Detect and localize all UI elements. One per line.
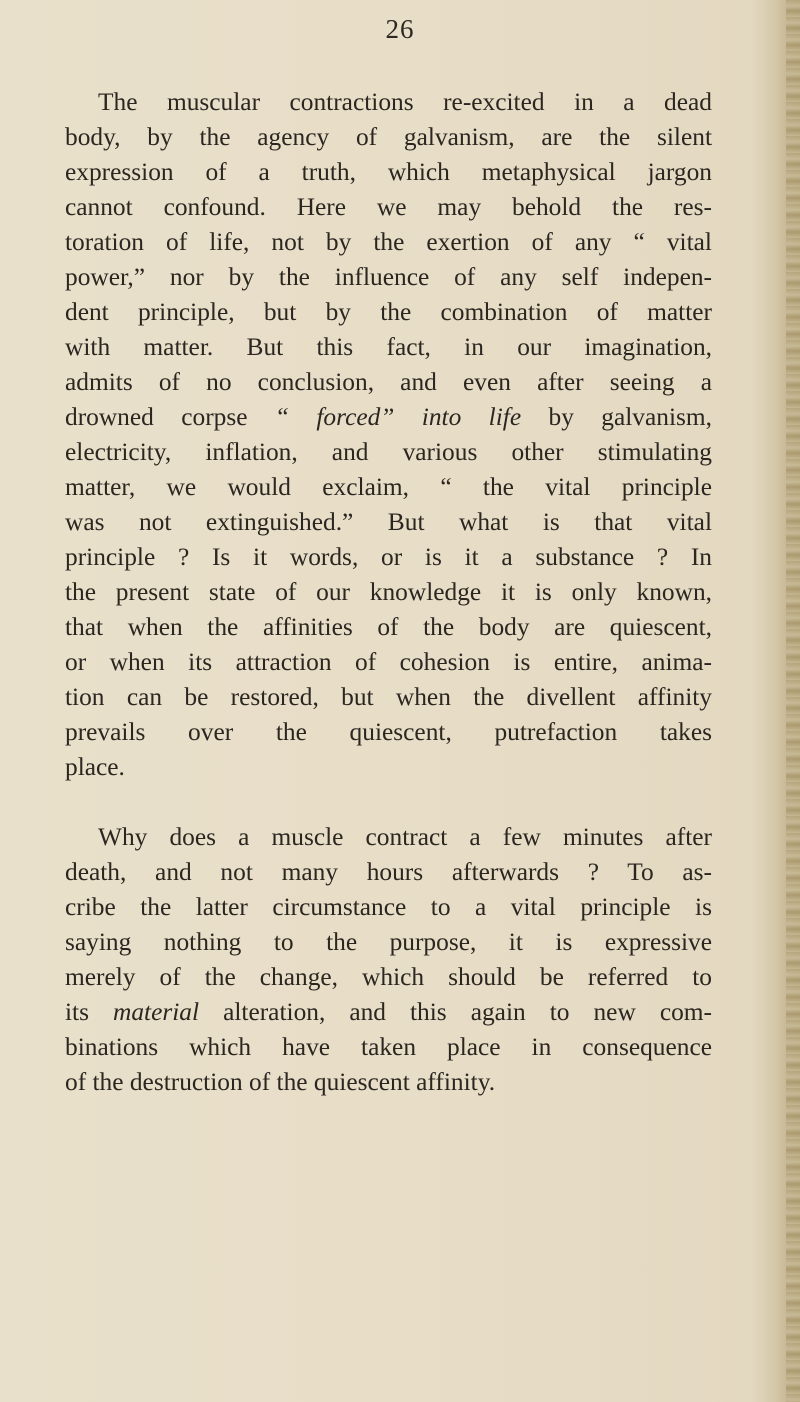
- text-line: that when the affinities of the body are quiescent,: [65, 613, 712, 641]
- page-edge-shadow: [786, 0, 800, 1402]
- page-number: 26: [385, 14, 415, 44]
- text-line: binations which have taken place in consequence: [65, 1033, 712, 1061]
- text-line: Why does a muscle contract a few minutes after: [98, 823, 712, 851]
- text-line: of the destruction of the quiescent affinity.: [65, 1068, 496, 1096]
- text-line: death, and not many hours afterwards ? To as-: [65, 858, 712, 886]
- paragraph-2: [65, 820, 712, 1100]
- text-line: toration of life, not by the exertion of any “ vital: [65, 228, 712, 256]
- body-text: [65, 85, 712, 1100]
- text-line: cribe the latter circumstance to a vital principle is: [65, 893, 712, 921]
- paragraph-1: [65, 85, 712, 785]
- text-line: expression of a truth, which metaphysical jargon: [65, 158, 712, 186]
- italic-word: material: [113, 998, 200, 1026]
- text-line: prevails over the quiescent, putrefaction takes: [65, 718, 712, 746]
- text-line: place.: [65, 753, 125, 781]
- text-line: admits of no conclusion, and even after seeing a: [65, 368, 712, 396]
- italic-phrase: “ forced” into life: [274, 403, 522, 431]
- text-line: the present state of our knowledge it is only known,: [65, 578, 712, 606]
- text-line: or when its attraction of cohesion is entire, anima-: [65, 648, 712, 676]
- text-segment: its: [65, 998, 114, 1026]
- text-segment: alteration, and this again to new com-: [199, 998, 712, 1026]
- text-line: with matter. But this fact, in our imagination,: [65, 333, 712, 361]
- text-line: [65, 995, 712, 1030]
- text-segment: drowned corpse: [65, 403, 275, 431]
- text-line: cannot confound. Here we may behold the res-: [65, 193, 712, 221]
- text-line: tion can be restored, but when the divellent affinity: [65, 683, 712, 711]
- text-line: [65, 400, 712, 435]
- text-line: power,” nor by the influence of any self indepen-: [65, 263, 712, 291]
- text-line: The muscular contractions re-excited in a dead: [98, 88, 712, 116]
- text-line: saying nothing to the purpose, it is expressive: [65, 928, 712, 956]
- text-line: body, by the agency of galvanism, are the silent: [65, 123, 712, 151]
- paragraph-gap: [65, 785, 712, 820]
- text-line: merely of the change, which should be referred to: [65, 963, 712, 991]
- text-line: matter, we would exclaim, “ the vital principle: [65, 473, 712, 501]
- text-segment: by galvanism,: [521, 403, 712, 431]
- text-line: was not extinguished.” But what is that vital: [65, 508, 712, 536]
- text-line: dent principle, but by the combination of matter: [65, 298, 712, 326]
- text-line: principle ? Is it words, or is it a substance ? In: [65, 543, 712, 571]
- text-line: electricity, inflation, and various other stimulating: [65, 438, 712, 466]
